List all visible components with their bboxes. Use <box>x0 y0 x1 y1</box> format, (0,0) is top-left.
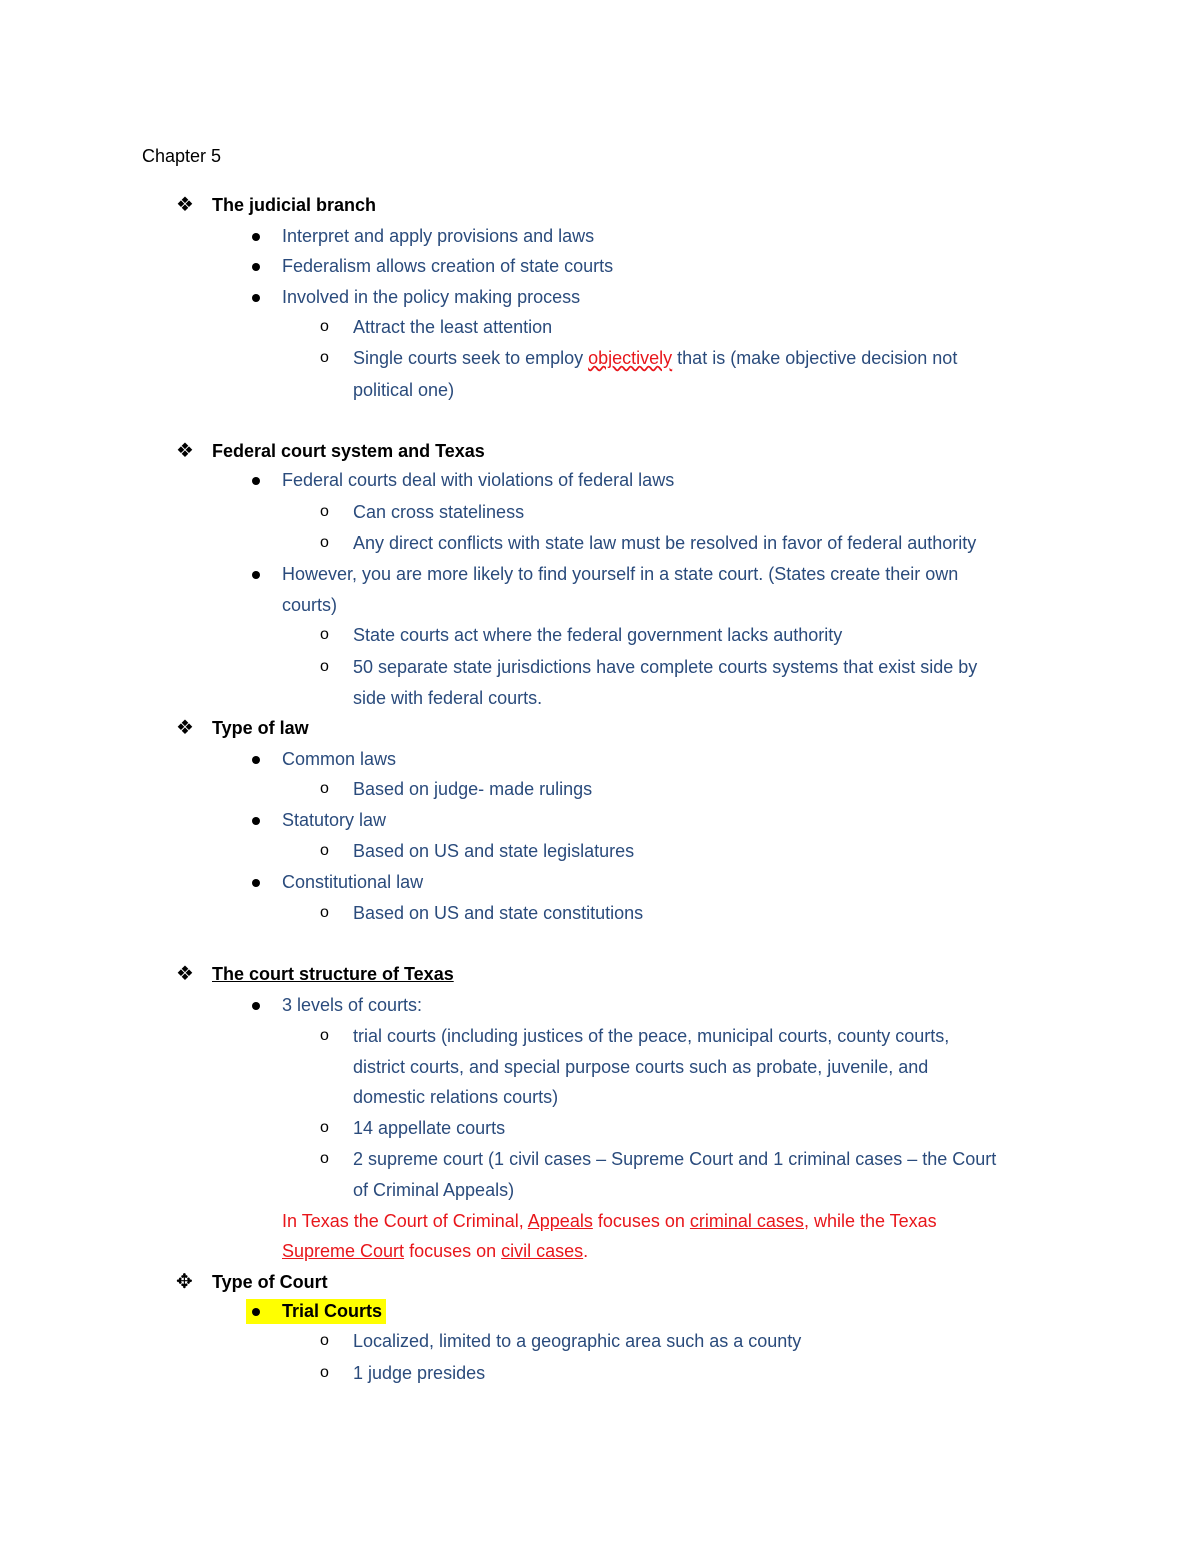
list-item: Based on US and state legislatures <box>353 841 635 861</box>
list-item: State courts act where the federal government lacks authority <box>353 625 843 645</box>
circle-bullet-icon: o <box>320 658 329 675</box>
circle-bullet-icon: o <box>320 904 329 921</box>
section-heading: Type of Court <box>212 1272 328 1292</box>
list-item: Can cross stateliness <box>353 502 525 522</box>
diamond-bullet-icon: ❖ <box>176 717 194 739</box>
section-heading: The court structure of Texas <box>212 964 454 984</box>
bullet-icon <box>252 879 260 887</box>
list-item: Based on US and state constitutions <box>353 903 644 923</box>
text-run: focuses on <box>404 1241 502 1261</box>
list-item-continuation: of Criminal Appeals) <box>353 1180 515 1200</box>
list-item: 50 separate state jurisdictions have complete courts systems that exist side by <box>353 657 978 677</box>
bullet-icon <box>252 233 260 241</box>
list-item: 3 levels of courts: <box>282 995 423 1015</box>
list-item: 2 supreme court (1 civil cases – Supreme Court and 1 criminal cases – the Court <box>353 1149 997 1169</box>
circle-bullet-icon: o <box>320 349 329 366</box>
circle-bullet-icon: o <box>320 1364 329 1381</box>
list-item: However, you are more likely to find yourself in a state court. (States create their own <box>282 564 959 584</box>
highlighted-list-item: Trial Courts <box>282 1301 383 1321</box>
circle-bullet-icon: o <box>320 626 329 643</box>
circle-bullet-icon: o <box>320 1027 329 1044</box>
bullet-icon <box>252 571 260 579</box>
section-heading: Type of law <box>212 718 309 738</box>
list-item: Federalism allows creation of state courts <box>282 256 614 276</box>
misspelled-word: objectively <box>588 348 673 368</box>
list-item: Statutory law <box>282 810 387 830</box>
circle-bullet-icon: o <box>320 1332 329 1349</box>
highlight-note-continuation <box>282 1239 588 1263</box>
list-item: Federal courts deal with violations of federal laws <box>282 470 675 490</box>
list-item: Interpret and apply provisions and laws <box>282 226 595 246</box>
diamond-bullet-icon: ❖ <box>176 963 194 985</box>
bullet-icon <box>252 477 260 485</box>
circle-bullet-icon: o <box>320 318 329 335</box>
list-item: Constitutional law <box>282 872 424 892</box>
bullet-icon <box>252 294 260 302</box>
circle-bullet-icon: o <box>320 503 329 520</box>
list-item: Involved in the policy making process <box>282 287 581 307</box>
bullet-icon <box>252 263 260 271</box>
list-item: 1 judge presides <box>353 1363 486 1383</box>
text-run: . <box>583 1241 589 1261</box>
list-item: Common laws <box>282 749 397 769</box>
bullet-icon <box>252 1002 260 1010</box>
list-item: trial courts (including justices of the peace, municipal courts, county courts, <box>353 1026 950 1046</box>
highlight-note <box>282 1209 937 1233</box>
diamond-bullet-icon: ❖ <box>176 440 194 462</box>
list-item: Based on judge- made rulings <box>353 779 593 799</box>
circle-bullet-icon: o <box>320 1150 329 1167</box>
list-item-continuation: courts) <box>282 595 338 615</box>
text-run: , while the Texas <box>803 1211 937 1231</box>
outline-diamond-bullet-icon: ✥ <box>176 1271 193 1293</box>
bullet-icon <box>252 756 260 764</box>
list-item: Localized, limited to a geographic area such as a county <box>353 1331 802 1351</box>
circle-bullet-icon: o <box>320 842 329 859</box>
underlined-term: criminal cases <box>689 1211 804 1231</box>
list-item-continuation: side with federal courts. <box>353 688 543 708</box>
text-run: focuses on <box>592 1211 690 1231</box>
list-item: Any direct conflicts with state law must be resolved in favor of federal authority <box>353 533 977 553</box>
list-item-continuation: political one) <box>353 380 455 400</box>
list-item <box>353 346 957 370</box>
underlined-term: Supreme Court <box>282 1241 405 1261</box>
text-run: In Texas the Court of Criminal, <box>282 1211 528 1231</box>
bullet-icon <box>252 817 260 825</box>
list-item: 14 appellate courts <box>353 1118 506 1138</box>
list-item-continuation: district courts, and special purpose courts such as probate, juvenile, and <box>353 1057 929 1077</box>
section-heading: The judicial branch <box>212 195 377 215</box>
underlined-term: Appeals <box>527 1211 593 1231</box>
chapter-title: Chapter 5 <box>142 146 222 166</box>
list-item-continuation: domestic relations courts) <box>353 1087 559 1107</box>
section-heading: Federal court system and Texas <box>212 441 485 461</box>
text-run: Single courts seek to employ <box>353 348 589 368</box>
circle-bullet-icon: o <box>320 534 329 551</box>
circle-bullet-icon: o <box>320 780 329 797</box>
list-item: Attract the least attention <box>353 317 553 337</box>
underlined-term: civil cases <box>501 1241 584 1261</box>
bullet-icon <box>252 1308 260 1316</box>
diamond-bullet-icon: ❖ <box>176 194 194 216</box>
circle-bullet-icon: o <box>320 1119 329 1136</box>
text-run: that is (make objective decision not <box>672 348 958 368</box>
